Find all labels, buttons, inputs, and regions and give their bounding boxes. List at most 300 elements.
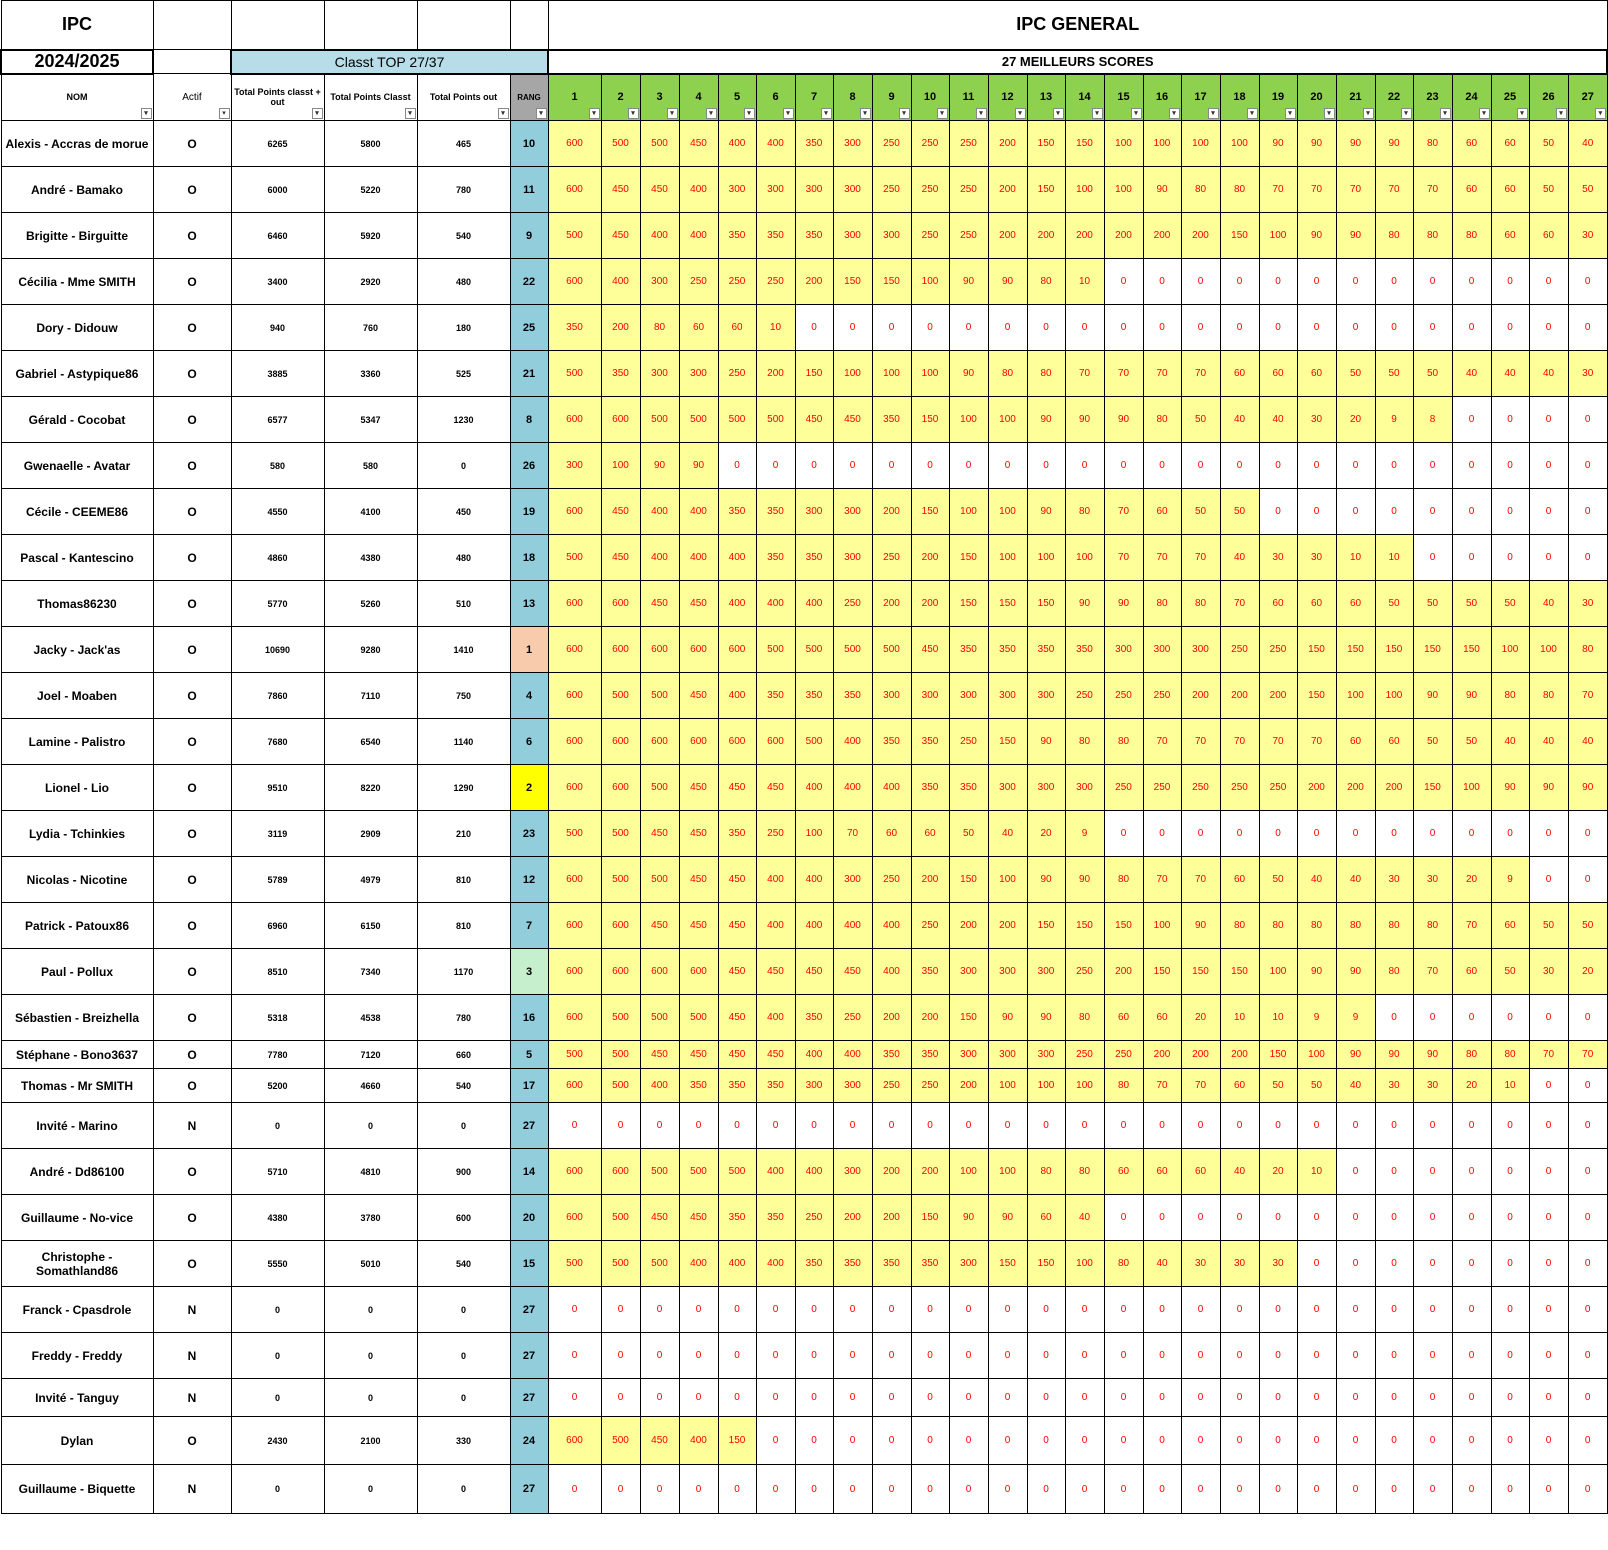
score-cell[interactable]: 40 xyxy=(1143,1241,1181,1287)
total-out-cell[interactable]: 540 xyxy=(417,213,510,259)
actif-header[interactable] xyxy=(153,74,231,121)
filter-dropdown-icon[interactable]: ▾ xyxy=(1324,108,1335,119)
total-out-cell[interactable]: 330 xyxy=(417,1417,510,1465)
actif-cell[interactable]: N xyxy=(153,1287,231,1333)
score-cell[interactable]: 90 xyxy=(679,443,718,489)
score-cell[interactable]: 0 xyxy=(548,1379,601,1417)
score-cell[interactable]: 300 xyxy=(872,673,911,719)
score-cell[interactable]: 70 xyxy=(1568,673,1607,719)
score-cell[interactable]: 100 xyxy=(911,351,949,397)
score-cell[interactable]: 600 xyxy=(601,581,640,627)
score-cell[interactable]: 0 xyxy=(911,1465,949,1514)
score-cell[interactable]: 450 xyxy=(679,121,718,167)
player-name-cell[interactable]: Pascal - Kantescino xyxy=(1,535,153,581)
score-cell[interactable]: 90 xyxy=(1104,581,1143,627)
score-cell[interactable]: 350 xyxy=(548,305,601,351)
total-out-cell[interactable]: 0 xyxy=(417,1379,510,1417)
score-cell[interactable]: 0 xyxy=(1491,1379,1529,1417)
score-cell[interactable]: 0 xyxy=(1259,443,1297,489)
score-cell[interactable]: 250 xyxy=(949,167,988,213)
score-cell[interactable]: 90 xyxy=(949,259,988,305)
total-classt-out-cell[interactable]: 0 xyxy=(231,1333,324,1379)
score-cell[interactable]: 0 xyxy=(949,443,988,489)
score-cell[interactable]: 40 xyxy=(1220,1149,1259,1195)
score-cell[interactable]: 500 xyxy=(795,627,833,673)
score-cell[interactable]: 90 xyxy=(1297,121,1336,167)
score-cell[interactable]: 50 xyxy=(1413,351,1452,397)
score-cell[interactable]: 0 xyxy=(988,443,1027,489)
score-cell[interactable]: 0 xyxy=(1143,259,1181,305)
player-name-cell[interactable]: Invité - Tanguy xyxy=(1,1379,153,1417)
score-cell[interactable]: 300 xyxy=(1065,765,1104,811)
score-cell[interactable]: 0 xyxy=(833,443,872,489)
score-cell[interactable]: 80 xyxy=(1529,673,1568,719)
score-cell[interactable]: 0 xyxy=(1065,1465,1104,1514)
score-cell[interactable]: 0 xyxy=(1220,1103,1259,1149)
score-cell[interactable]: 400 xyxy=(795,581,833,627)
score-cell[interactable]: 400 xyxy=(756,857,795,903)
score-cell[interactable]: 600 xyxy=(718,719,756,765)
score-cell[interactable]: 500 xyxy=(833,627,872,673)
score-cell[interactable]: 600 xyxy=(601,903,640,949)
score-cell[interactable]: 50 xyxy=(1452,719,1491,765)
total-classt-cell[interactable]: 0 xyxy=(324,1465,417,1514)
score-cell[interactable]: 60 xyxy=(1336,719,1375,765)
score-cell[interactable]: 250 xyxy=(1104,673,1143,719)
score-cell[interactable]: 100 xyxy=(1491,627,1529,673)
rang-header[interactable] xyxy=(510,74,548,121)
score-cell[interactable]: 150 xyxy=(1065,121,1104,167)
total-classt-out-cell[interactable]: 6000 xyxy=(231,167,324,213)
score-cell[interactable]: 200 xyxy=(601,305,640,351)
score-cell[interactable]: 0 xyxy=(1452,1417,1491,1465)
score-column-header[interactable] xyxy=(1529,74,1568,121)
score-cell[interactable]: 0 xyxy=(1104,1287,1143,1333)
score-cell[interactable]: 70 xyxy=(1452,903,1491,949)
score-cell[interactable]: 40 xyxy=(1568,719,1607,765)
score-cell[interactable]: 10 xyxy=(1220,995,1259,1041)
score-cell[interactable]: 50 xyxy=(1529,903,1568,949)
score-cell[interactable]: 0 xyxy=(872,1417,911,1465)
score-cell[interactable]: 30 xyxy=(1413,857,1452,903)
total-out-cell[interactable]: 810 xyxy=(417,857,510,903)
score-cell[interactable]: 0 xyxy=(872,305,911,351)
score-cell[interactable]: 30 xyxy=(1375,857,1413,903)
total-classt-out-cell[interactable]: 5200 xyxy=(231,1069,324,1103)
total-out-cell[interactable]: 0 xyxy=(417,1287,510,1333)
score-cell[interactable]: 0 xyxy=(1568,535,1607,581)
score-cell[interactable]: 0 xyxy=(1027,1287,1065,1333)
score-cell[interactable]: 350 xyxy=(872,1241,911,1287)
player-name-cell[interactable]: André - Dd86100 xyxy=(1,1149,153,1195)
score-cell[interactable]: 70 xyxy=(1220,581,1259,627)
score-column-header[interactable] xyxy=(911,74,949,121)
score-cell[interactable]: 500 xyxy=(548,1041,601,1069)
score-cell[interactable]: 200 xyxy=(1220,1041,1259,1069)
score-cell[interactable]: 0 xyxy=(833,1103,872,1149)
score-cell[interactable]: 30 xyxy=(1259,535,1297,581)
score-cell[interactable]: 80 xyxy=(1065,489,1104,535)
score-cell[interactable]: 0 xyxy=(1181,305,1220,351)
filter-dropdown-icon[interactable]: ▾ xyxy=(219,108,230,119)
score-cell[interactable]: 0 xyxy=(1529,1149,1568,1195)
score-cell[interactable]: 200 xyxy=(1259,673,1297,719)
score-cell[interactable]: 60 xyxy=(1491,167,1529,213)
score-cell[interactable]: 0 xyxy=(1452,259,1491,305)
score-cell[interactable]: 150 xyxy=(1297,673,1336,719)
score-cell[interactable]: 0 xyxy=(1375,1103,1413,1149)
score-cell[interactable]: 90 xyxy=(1413,1041,1452,1069)
score-cell[interactable]: 300 xyxy=(833,167,872,213)
score-cell[interactable]: 0 xyxy=(1529,1465,1568,1514)
score-cell[interactable]: 0 xyxy=(718,1333,756,1379)
score-cell[interactable]: 9 xyxy=(1375,397,1413,443)
score-cell[interactable]: 500 xyxy=(718,1149,756,1195)
score-cell[interactable]: 100 xyxy=(1143,121,1181,167)
rang-cell[interactable]: 26 xyxy=(510,443,548,489)
nom-header[interactable] xyxy=(1,74,153,121)
score-cell[interactable]: 80 xyxy=(1491,1041,1529,1069)
total-classt-out-cell[interactable]: 8510 xyxy=(231,949,324,995)
score-cell[interactable]: 250 xyxy=(949,213,988,259)
score-cell[interactable]: 20 xyxy=(1452,857,1491,903)
actif-cell[interactable]: N xyxy=(153,1333,231,1379)
score-cell[interactable]: 400 xyxy=(640,213,679,259)
total-out-cell[interactable]: 0 xyxy=(417,1333,510,1379)
score-cell[interactable]: 60 xyxy=(1452,949,1491,995)
score-cell[interactable]: 150 xyxy=(911,397,949,443)
filter-dropdown-icon[interactable]: ▾ xyxy=(1285,108,1296,119)
score-cell[interactable]: 0 xyxy=(1027,443,1065,489)
score-cell[interactable]: 0 xyxy=(833,1333,872,1379)
score-cell[interactable]: 300 xyxy=(949,949,988,995)
score-cell[interactable]: 100 xyxy=(1065,1241,1104,1287)
score-cell[interactable]: 250 xyxy=(1065,673,1104,719)
score-cell[interactable]: 300 xyxy=(795,489,833,535)
score-cell[interactable]: 150 xyxy=(1297,627,1336,673)
score-column-header[interactable] xyxy=(1491,74,1529,121)
actif-cell[interactable]: O xyxy=(153,1041,231,1069)
score-cell[interactable]: 0 xyxy=(1027,1379,1065,1417)
score-cell[interactable]: 450 xyxy=(795,397,833,443)
score-cell[interactable]: 0 xyxy=(1452,443,1491,489)
score-cell[interactable]: 250 xyxy=(1104,765,1143,811)
score-cell[interactable]: 150 xyxy=(1065,903,1104,949)
score-cell[interactable]: 60 xyxy=(1143,1149,1181,1195)
score-cell[interactable]: 40 xyxy=(1297,857,1336,903)
score-cell[interactable]: 0 xyxy=(1259,1333,1297,1379)
score-cell[interactable]: 0 xyxy=(1568,305,1607,351)
score-cell[interactable]: 80 xyxy=(1220,903,1259,949)
score-cell[interactable]: 500 xyxy=(640,765,679,811)
score-cell[interactable]: 0 xyxy=(988,1333,1027,1379)
score-cell[interactable]: 150 xyxy=(988,581,1027,627)
score-column-header[interactable] xyxy=(756,74,795,121)
score-cell[interactable]: 450 xyxy=(756,949,795,995)
score-cell[interactable]: 200 xyxy=(872,581,911,627)
player-name-cell[interactable]: Thomas - Mr SMITH xyxy=(1,1069,153,1103)
score-cell[interactable]: 450 xyxy=(679,811,718,857)
score-cell[interactable]: 450 xyxy=(640,1195,679,1241)
score-cell[interactable]: 0 xyxy=(756,1333,795,1379)
score-cell[interactable]: 250 xyxy=(872,535,911,581)
score-cell[interactable]: 0 xyxy=(833,1417,872,1465)
score-cell[interactable]: 0 xyxy=(1529,489,1568,535)
score-cell[interactable]: 0 xyxy=(1336,1287,1375,1333)
score-cell[interactable]: 0 xyxy=(1491,1333,1529,1379)
score-cell[interactable]: 150 xyxy=(872,259,911,305)
score-cell[interactable]: 200 xyxy=(872,1149,911,1195)
score-cell[interactable]: 100 xyxy=(988,535,1027,581)
score-cell[interactable]: 100 xyxy=(1259,213,1297,259)
score-cell[interactable]: 70 xyxy=(1065,351,1104,397)
score-cell[interactable]: 0 xyxy=(1452,397,1491,443)
rang-cell[interactable]: 7 xyxy=(510,903,548,949)
score-cell[interactable]: 400 xyxy=(756,581,795,627)
total-classt-out-cell[interactable]: 940 xyxy=(231,305,324,351)
score-cell[interactable]: 80 xyxy=(1259,903,1297,949)
score-cell[interactable]: 450 xyxy=(833,397,872,443)
score-cell[interactable]: 200 xyxy=(872,489,911,535)
score-cell[interactable]: 70 xyxy=(1143,1069,1181,1103)
score-cell[interactable]: 600 xyxy=(679,627,718,673)
score-cell[interactable]: 0 xyxy=(1491,1149,1529,1195)
score-cell[interactable]: 300 xyxy=(640,351,679,397)
score-cell[interactable]: 70 xyxy=(1143,351,1181,397)
player-name-cell[interactable]: Joel - Moaben xyxy=(1,673,153,719)
score-cell[interactable]: 300 xyxy=(833,121,872,167)
score-cell[interactable]: 400 xyxy=(679,167,718,213)
score-cell[interactable]: 0 xyxy=(1491,995,1529,1041)
score-cell[interactable]: 450 xyxy=(718,949,756,995)
score-cell[interactable]: 0 xyxy=(1452,1333,1491,1379)
score-cell[interactable]: 350 xyxy=(718,1195,756,1241)
score-cell[interactable]: 50 xyxy=(1491,581,1529,627)
score-cell[interactable]: 100 xyxy=(601,443,640,489)
score-cell[interactable]: 400 xyxy=(679,1417,718,1465)
score-cell[interactable]: 100 xyxy=(911,259,949,305)
score-cell[interactable]: 0 xyxy=(548,1333,601,1379)
score-cell[interactable]: 0 xyxy=(1259,1287,1297,1333)
score-cell[interactable]: 0 xyxy=(1529,1195,1568,1241)
score-cell[interactable]: 100 xyxy=(1065,1069,1104,1103)
score-cell[interactable]: 150 xyxy=(1027,581,1065,627)
score-cell[interactable]: 60 xyxy=(911,811,949,857)
actif-cell[interactable]: N xyxy=(153,1465,231,1514)
score-cell[interactable]: 90 xyxy=(640,443,679,489)
total-classt-out-cell[interactable]: 0 xyxy=(231,1103,324,1149)
score-cell[interactable]: 60 xyxy=(679,305,718,351)
rang-cell[interactable]: 10 xyxy=(510,121,548,167)
score-cell[interactable]: 500 xyxy=(601,995,640,1041)
score-cell[interactable]: 0 xyxy=(988,1103,1027,1149)
score-cell[interactable]: 20 xyxy=(1027,811,1065,857)
score-cell[interactable]: 0 xyxy=(1065,443,1104,489)
score-cell[interactable]: 80 xyxy=(1104,857,1143,903)
rang-cell[interactable]: 24 xyxy=(510,1417,548,1465)
total-classt-out-cell[interactable]: 5710 xyxy=(231,1149,324,1195)
player-name-cell[interactable]: Nicolas - Nicotine xyxy=(1,857,153,903)
score-cell[interactable]: 0 xyxy=(1181,1465,1220,1514)
score-cell[interactable]: 0 xyxy=(872,1103,911,1149)
score-cell[interactable]: 0 xyxy=(1568,995,1607,1041)
score-cell[interactable]: 200 xyxy=(872,1195,911,1241)
score-cell[interactable]: 0 xyxy=(1568,857,1607,903)
score-cell[interactable]: 90 xyxy=(1336,949,1375,995)
score-cell[interactable]: 9 xyxy=(1065,811,1104,857)
score-cell[interactable]: 90 xyxy=(1259,121,1297,167)
score-cell[interactable]: 0 xyxy=(1259,259,1297,305)
score-cell[interactable]: 400 xyxy=(872,903,911,949)
score-cell[interactable]: 500 xyxy=(640,121,679,167)
score-cell[interactable]: 50 xyxy=(1181,397,1220,443)
score-cell[interactable]: 50 xyxy=(1375,351,1413,397)
score-cell[interactable]: 100 xyxy=(1336,673,1375,719)
total-classt-out-cell[interactable]: 6960 xyxy=(231,903,324,949)
score-cell[interactable]: 0 xyxy=(1413,1333,1452,1379)
score-cell[interactable]: 300 xyxy=(833,213,872,259)
score-cell[interactable]: 350 xyxy=(756,535,795,581)
score-cell[interactable]: 0 xyxy=(548,1103,601,1149)
score-cell[interactable]: 0 xyxy=(718,1287,756,1333)
score-cell[interactable]: 0 xyxy=(718,1379,756,1417)
score-cell[interactable]: 50 xyxy=(1568,903,1607,949)
score-cell[interactable]: 20 xyxy=(1259,1149,1297,1195)
score-cell[interactable]: 30 xyxy=(1220,1241,1259,1287)
score-cell[interactable]: 600 xyxy=(548,903,601,949)
score-cell[interactable]: 400 xyxy=(640,535,679,581)
total-classt-cell[interactable]: 0 xyxy=(324,1103,417,1149)
score-cell[interactable]: 450 xyxy=(640,1417,679,1465)
score-column-header[interactable] xyxy=(679,74,718,121)
score-cell[interactable]: 450 xyxy=(601,535,640,581)
score-cell[interactable]: 250 xyxy=(872,121,911,167)
score-cell[interactable]: 300 xyxy=(833,1069,872,1103)
score-cell[interactable]: 0 xyxy=(1027,1465,1065,1514)
actif-cell[interactable]: O xyxy=(153,305,231,351)
score-cell[interactable]: 0 xyxy=(1027,1103,1065,1149)
actif-cell[interactable]: O xyxy=(153,1195,231,1241)
score-cell[interactable]: 10 xyxy=(1297,1149,1336,1195)
total-classt-cell[interactable]: 7340 xyxy=(324,949,417,995)
score-cell[interactable]: 100 xyxy=(1181,121,1220,167)
total-out-cell[interactable]: 0 xyxy=(417,1103,510,1149)
score-cell[interactable]: 400 xyxy=(756,1241,795,1287)
score-cell[interactable]: 0 xyxy=(1143,1465,1181,1514)
score-cell[interactable]: 0 xyxy=(1375,1195,1413,1241)
score-cell[interactable]: 0 xyxy=(1452,811,1491,857)
score-cell[interactable]: 40 xyxy=(1220,397,1259,443)
score-cell[interactable]: 90 xyxy=(1297,949,1336,995)
score-cell[interactable]: 500 xyxy=(640,1241,679,1287)
score-cell[interactable]: 350 xyxy=(718,811,756,857)
total-classt-out-cell[interactable]: 10690 xyxy=(231,627,324,673)
score-cell[interactable]: 100 xyxy=(1220,121,1259,167)
total-out-cell[interactable]: 450 xyxy=(417,489,510,535)
score-cell[interactable]: 40 xyxy=(1336,857,1375,903)
score-cell[interactable]: 100 xyxy=(949,1149,988,1195)
score-cell[interactable]: 350 xyxy=(1027,627,1065,673)
score-cell[interactable]: 0 xyxy=(1491,811,1529,857)
score-cell[interactable]: 200 xyxy=(911,1149,949,1195)
score-cell[interactable]: 90 xyxy=(988,1195,1027,1241)
score-cell[interactable]: 450 xyxy=(833,949,872,995)
score-cell[interactable]: 0 xyxy=(1413,1103,1452,1149)
score-cell[interactable]: 250 xyxy=(718,259,756,305)
score-cell[interactable]: 0 xyxy=(1336,305,1375,351)
score-cell[interactable]: 450 xyxy=(640,167,679,213)
score-cell[interactable]: 0 xyxy=(1259,1417,1297,1465)
score-cell[interactable]: 0 xyxy=(1143,1333,1181,1379)
score-cell[interactable]: 150 xyxy=(949,995,988,1041)
total-classt-out-cell[interactable]: 7680 xyxy=(231,719,324,765)
filter-dropdown-icon[interactable]: ▾ xyxy=(1131,108,1142,119)
score-cell[interactable]: 80 xyxy=(1065,719,1104,765)
score-cell[interactable]: 0 xyxy=(1413,1465,1452,1514)
score-cell[interactable]: 300 xyxy=(949,673,988,719)
score-cell[interactable]: 0 xyxy=(1375,1287,1413,1333)
score-cell[interactable]: 80 xyxy=(1413,121,1452,167)
actif-cell[interactable]: O xyxy=(153,903,231,949)
score-cell[interactable]: 20 xyxy=(1336,397,1375,443)
total-out-cell[interactable]: 1170 xyxy=(417,949,510,995)
score-cell[interactable]: 0 xyxy=(1220,1379,1259,1417)
score-cell[interactable]: 250 xyxy=(911,121,949,167)
score-cell[interactable]: 0 xyxy=(949,1333,988,1379)
score-cell[interactable]: 300 xyxy=(988,949,1027,995)
score-cell[interactable]: 450 xyxy=(718,857,756,903)
score-cell[interactable]: 150 xyxy=(988,1241,1027,1287)
score-cell[interactable]: 80 xyxy=(1181,167,1220,213)
score-cell[interactable]: 350 xyxy=(988,627,1027,673)
total-out-cell[interactable]: 540 xyxy=(417,1241,510,1287)
score-cell[interactable]: 0 xyxy=(1336,1103,1375,1149)
score-cell[interactable]: 0 xyxy=(1529,1287,1568,1333)
score-cell[interactable]: 500 xyxy=(679,995,718,1041)
score-cell[interactable]: 0 xyxy=(1104,1379,1143,1417)
score-cell[interactable]: 40 xyxy=(1336,1069,1375,1103)
total-out-cell[interactable]: 0 xyxy=(417,1465,510,1514)
total-out-cell[interactable]: 510 xyxy=(417,581,510,627)
score-cell[interactable]: 0 xyxy=(1529,1103,1568,1149)
score-cell[interactable]: 0 xyxy=(1220,1287,1259,1333)
score-cell[interactable]: 90 xyxy=(1027,719,1065,765)
score-cell[interactable]: 500 xyxy=(640,857,679,903)
score-cell[interactable]: 200 xyxy=(1104,213,1143,259)
total-out-cell[interactable]: 180 xyxy=(417,305,510,351)
score-cell[interactable]: 450 xyxy=(718,903,756,949)
player-name-cell[interactable]: Gérald - Cocobat xyxy=(1,397,153,443)
score-cell[interactable]: 0 xyxy=(1529,535,1568,581)
score-cell[interactable]: 90 xyxy=(1065,397,1104,443)
filter-dropdown-icon[interactable]: ▾ xyxy=(312,108,323,119)
score-cell[interactable]: 0 xyxy=(795,443,833,489)
score-cell[interactable]: 70 xyxy=(1104,489,1143,535)
score-cell[interactable]: 350 xyxy=(911,765,949,811)
score-cell[interactable]: 50 xyxy=(1413,581,1452,627)
score-cell[interactable]: 90 xyxy=(988,259,1027,305)
score-cell[interactable]: 60 xyxy=(718,305,756,351)
filter-dropdown-icon[interactable]: ▾ xyxy=(860,108,871,119)
empty-cell[interactable] xyxy=(417,1,510,50)
score-cell[interactable]: 80 xyxy=(1027,259,1065,305)
score-cell[interactable]: 350 xyxy=(911,1241,949,1287)
score-cell[interactable]: 0 xyxy=(1452,1241,1491,1287)
score-cell[interactable]: 350 xyxy=(679,1069,718,1103)
score-cell[interactable]: 10 xyxy=(1336,535,1375,581)
player-name-cell[interactable]: Guillaume - Biquette xyxy=(1,1465,153,1514)
rang-cell[interactable]: 25 xyxy=(510,305,548,351)
